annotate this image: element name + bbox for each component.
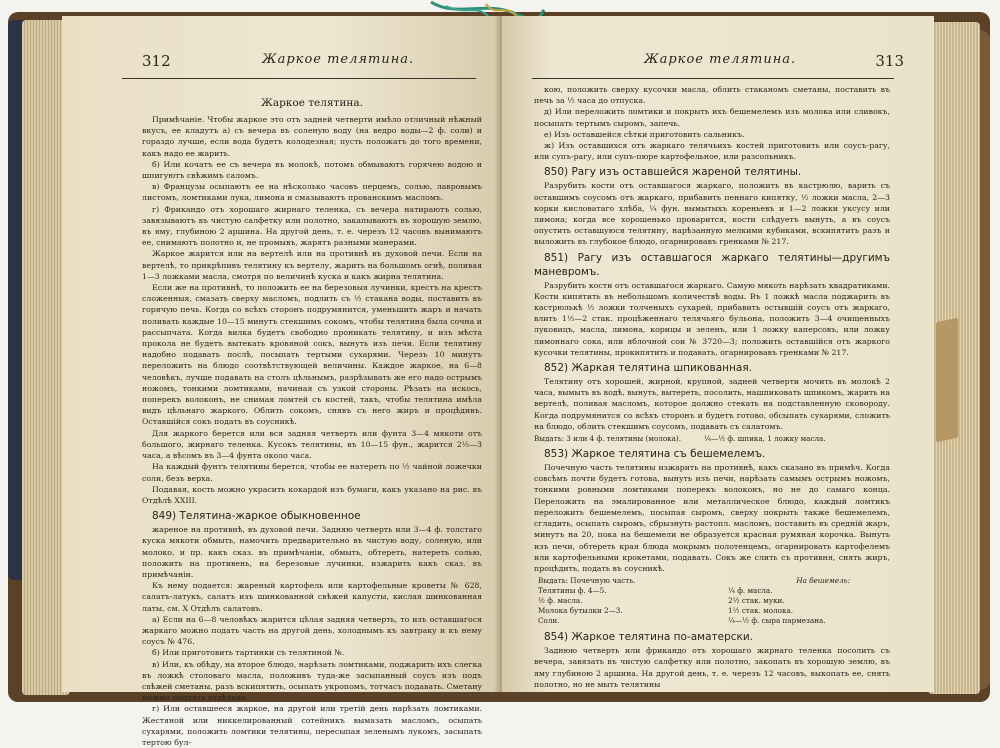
paragraph: б) Или кочатъ ее съ вечера въ молокѣ, потомъ обмываютъ горячею водою и шпигуютъ свѣжимъ саломъ. bbox=[142, 159, 482, 181]
paragraph: в) Французы осыпаютъ ее на нѣсколько часовъ перцемъ, солью, лавровымъ листомъ, ломтиками лука, лимона и смазываютъ прованскимъ масломъ. bbox=[142, 182, 482, 203]
right-text-column bbox=[534, 84, 890, 690]
paragraph: Если же на противнѣ, то положить ее на березовыя лучинки, крестъ на крестъ сложенныя, смазать сверху масломъ, подлить съ ½ стакана воды, поставить въ горячую печь. Когда со всѣхъ сторонъ подрумянится, уменьшить жаръ и начать поливать каждые 10—15 минутъ стекшимъ сокомъ, чтобы телятина была сочна и рассыпчата. Когда вилка будетъ свободно проникать телятину, и изъ мѣста прокола не будетъ вытекать кровяной сокъ, вынуть изъ печи. Если телятину надобно подавать послѣ, посыпать тертыми сухарями. Черезъ 10 минутъ переложить на блюдо соотвѣтствующей величины. Каждое жаркое, на 6—8 человѣкъ, лучше подавать на столъ цѣльнымъ, разрѣзывать же его надо острымъ ножомъ, тонкими ломтиками, начиная съ узкой стороны. Рѣзать на искось, поперекъ волоконъ, не снимая ломтей съ костей, такъ, чтобы телятина имѣла видъ цѣльнаго жаркого. Облить сокомъ, снявъ съ него жиръ и процѣдивъ. Оставшійся сокъ подать въ соусникѣ. bbox=[142, 283, 482, 427]
recipe-text-851: Разрубить кости отъ оставшагося жаркаго. Самую мякоть нарѣзать квадратиками. Кости кипятить въ небольшомъ количествѣ воды. Въ 1 ложкѣ масла поджарить въ кастрюлькѣ ½ ложки толченыхъ сухарей, прибавить остывшій соусъ отъ жаркаго, влить 1½—2 стак. процѣженнаго телячьяго бульона, положить 3—4 очищенныхъ луковицъ, масла, лимона, корицы и зеленъ, или 1 ложку каперсовъ, или ложку лимоннаго сока, или яблочной сои № 3720—3; положить оставшійся отъ жаркого кусочки телятины, прокипятить и подавать, огарнировавъ гренками № 217. bbox=[534, 280, 890, 357]
ingredients-853 bbox=[534, 576, 890, 626]
paragraph: б) Или приготовить тартинки съ телятиной №. bbox=[152, 648, 345, 658]
paragraph: ж) Изъ оставшихся отъ жаркаго телячьихъ костей приготовить или соусъ-рагу, или супъ-рагу, или супъ-пюре картофельное, или разсольникъ. bbox=[534, 141, 890, 162]
recipe-text-850: Разрубить кости отъ оставшагося жаркаго, положить въ кастрюлю, варить съ оставшимъ соусомъ отъ жаркаго, прибавить пеннаго кипятку, ½ ложки масла, 2—3 корки кисловатаго хлѣба, ¼ фун. вымытыхъ кореньевъ и 1—2 ложки уксусу или лимона; когда все хорошенько проварится, кости слѣдуетъ вынуть, а въ соусъ опустить оставшуюся телятину, нарѣзанную мелкими кубиками, вскипятить разъ и выложить въ глубокое блюдо, огарнировавъ гренками № 217. bbox=[534, 181, 890, 247]
header-rule bbox=[122, 78, 476, 79]
paragraph: г) Фрикандо отъ хорошаго жирнаго теленка, съ вечера натираютъ солью, завязываютъ въ чистую салфетку или полотно, закапываютъ въ хорошую землю, въ яму, глубиною 2 аршина. На другой день, т. е. черезъ 12 часовъ вынимаютъ ее, снимаютъ полотно и, не промывъ, жарятъ разными манерами. bbox=[142, 204, 482, 248]
recipe-heading-849: 849) Телятина-жаркое обыкновенное bbox=[152, 510, 361, 523]
ingredients-title: На бешемель: bbox=[796, 576, 850, 586]
right-page bbox=[502, 16, 934, 692]
serving-right: ¼—½ ф. шпика, 1 ложку масла. bbox=[704, 434, 826, 444]
section-title: Жаркое телятина. bbox=[261, 97, 363, 109]
page-number: 312 bbox=[142, 52, 171, 70]
paragraph: г) Или оставшееся жаркое, на другой или третій день нарѣзать ломтиками. Жестяной или никкелированный сотейникъ вымазать масломъ, осыпать сухарями, положить ломтики телятины, пересыпая зеленымъ лукомъ, засыпать тертою бул- bbox=[142, 704, 482, 747]
serving-left: Выдать: 3 или 4 ф. телятины (молока). bbox=[534, 434, 682, 444]
recipe-heading-850: 850) Рагу изъ оставшейся жареной телятины. bbox=[544, 166, 802, 179]
running-head: Жаркое телятина. bbox=[262, 52, 415, 67]
serving-info-852 bbox=[534, 434, 890, 444]
left-page-header bbox=[62, 52, 502, 74]
ingredient: 1½ стак. молока. bbox=[728, 606, 794, 616]
paragraph: в) Или, къ обѣду, на второе блюдо, нарѣзать ломтиками, поджарить ихъ слегка въ ложкѣ столоваго масла, положивъ туда-же засыпанный соусъ изъ подъ свѣжей сметаны, разъ вскипятить, осыпать укропомъ, тотчасъ подавать. Сметану можно подлить отдѣльно. bbox=[142, 659, 482, 703]
recipe-text-849: жареное на противнѣ, въ духовой печи. Задняю четверть или 3—4 ф. толстаго куска мякоти обмыть, намочить предварительно въ чистую воду, соленую, или молоко, и пр. какъ сказ. въ примѣчаніи, обмыть, обтереть, натереть солью, положить на противень, на березовые лучинки, изжарить какъ сказ. въ примѣчаніи. bbox=[142, 525, 482, 579]
paragraph: Къ нему подается: жареный картофель или картофельные кроветы № 628, салатъ-латукъ, салатъ изъ шинкованной свѣжей капусты, кислая шинкованная латы, см. X Отдѣлъ салатовъ. bbox=[142, 581, 482, 613]
paragraph: а) Если на 6—8 человѣкъ жарится цѣлая задняя четверть, то изъ оставшагося жаркаго можно подать часть на другой день, холоднымъ къ завтраку и къ нему соусъ № 476. bbox=[142, 614, 482, 647]
recipe-text-852: Телятину отъ хорошей, жирной, крупной, задней четверти мочить въ молокѣ 2 часа, вымыть въ водѣ, вынуть, вытереть, посолить, нашпиковать шпикомъ, жарить на вертелѣ, поливая масломъ, которое должно стекать на подставленную сковороду. Когда подрумянится со всѣхъ сторонъ и будетъ готово, обсыпать сухарями, сложить на блюдо, облить стекшимъ соусомъ, подавать съ салатомъ. bbox=[534, 377, 890, 431]
recipe-text-853: Почечную часть телятины изжарить на противнѣ, какъ сказано въ примѣч. Когда совсѣмъ почти будетъ готова, вынуть изъ печи, нарѣзать самымъ острымъ ножомъ, тонкими ровными ломтиками поперекъ волоконъ, но не до самаго конца. Переложить на эмалированное или металлическое блюдо, каждый ломтикъ переложить бешемелемъ, посыпая сыромъ, сверху покрыть также бешемелемъ, сгладить, осыпать сыромъ, сбрызнуть растопл. масломъ, поставить въ средній жаръ, минутъ на 20, пока на бешемели не образуется красная румяная корочка. Вынуть изъ печи, обтереть края блюда мокрымъ полотенцемъ, огарнировать картофелемъ или картофельными крокетами, подавать. Сокъ же слить съ противня, снять жиръ, процѣдить, подать въ соусникѣ. bbox=[534, 463, 890, 573]
paragraph: Подавая, кость можно украсить кокардой изъ бумаги, какъ указано на рис. въ Отдѣлѣ XXIII. bbox=[142, 484, 482, 505]
ingredient: Соли. bbox=[538, 616, 560, 626]
recipe-text-854: Заднюю четверть или фрикандо отъ хорошаго жирнаго теленка посолить съ вечера, завязать въ чистую салфетку или полотно, закопать въ хорошую землю, въ яму глубиною 2 аршина. На другой день, т. е. черезъ 12 часовъ, выкопать ее, снять полотно, но не мыть телятины bbox=[534, 646, 890, 689]
paragraph: Для жаркого берется или вся задняя четверть или фунта 3—4 мякоти отъ большого, жирнаго теленка. Кусокъ телятины, въ 10—15 фун., жарится 2½—3 часа, а вѣсомъ въ 3—4 фунта около часа. bbox=[142, 428, 482, 461]
ingredient: Выдать: Почечную часть. bbox=[538, 576, 636, 586]
left-text-column bbox=[142, 86, 482, 748]
recipe-heading-853: 853) Жаркое телятина съ бешемелемъ. bbox=[544, 448, 766, 461]
right-page-header bbox=[502, 52, 934, 74]
ingredient: ¼ ф. масла. bbox=[728, 586, 773, 596]
left-page bbox=[62, 16, 502, 747]
ingredient: ½ ф. масла. bbox=[538, 596, 583, 606]
running-head: Жаркое телятина. bbox=[644, 52, 797, 67]
bookmark-tab bbox=[936, 318, 958, 443]
paragraph: е) Изъ оставшейся сѣтки приготовить сальникъ. bbox=[544, 129, 745, 139]
ingredients-right bbox=[718, 576, 890, 626]
paragraph: Примѣчаніе. Чтобы жаркое это отъ задней четверти имѣло отличный нѣжный вкусъ, ее кладутъ а) съ вечера въ соленую воду (на ведро воды—2 ф. соли) и гораздо лучше, если вода будетъ колодезная; пусть положатъ до того времени, какъ надо ее жарить. bbox=[142, 115, 482, 158]
ingredient: Телятины ф. 4—5. bbox=[538, 586, 607, 596]
ingredient: 2½ стак. муки. bbox=[728, 596, 785, 606]
paragraph: д) Или переложить ломтики и покрыть ихъ бешемелемъ изъ молока или сливокъ, посыпать тертымъ сыромъ, запечь. bbox=[534, 107, 890, 128]
ingredients-left bbox=[534, 576, 718, 626]
header-rule bbox=[532, 78, 894, 79]
recipe-heading-851: 851) Рагу изъ оставшагося жаркаго телятины—другимъ маневромъ. bbox=[534, 251, 890, 278]
page-number: 313 bbox=[875, 52, 904, 70]
ingredient: ¼—½ ф. сыра пармезана. bbox=[728, 616, 826, 626]
ingredient: Молока бутылки 2—3. bbox=[538, 606, 623, 616]
paragraph: На каждый фунтъ телятины берется, чтобы ее натереть по ½ чайной ложечки соли, безъ верха. bbox=[142, 462, 482, 483]
paragraph: Жаркое жарится или на вертелѣ или на противнѣ въ духовой печи. Если на вертелѣ, то прикрѣпивъ телятину къ вертелу, жарить на большомъ огнѣ, поливая 1—3 ложками масла, смотря по величинѣ куска и какъ жирна телятина. bbox=[142, 249, 482, 281]
recipe-heading-854: 854) Жаркое телятина по-аматерски. bbox=[544, 631, 754, 644]
recipe-heading-852: 852) Жаркая телятина шпикованная. bbox=[544, 362, 753, 375]
paragraph: кою, положить сверху кусочки масла, облить стаканомъ сметаны, поставить въ печь за ½ часа до отпуска. bbox=[534, 85, 890, 106]
